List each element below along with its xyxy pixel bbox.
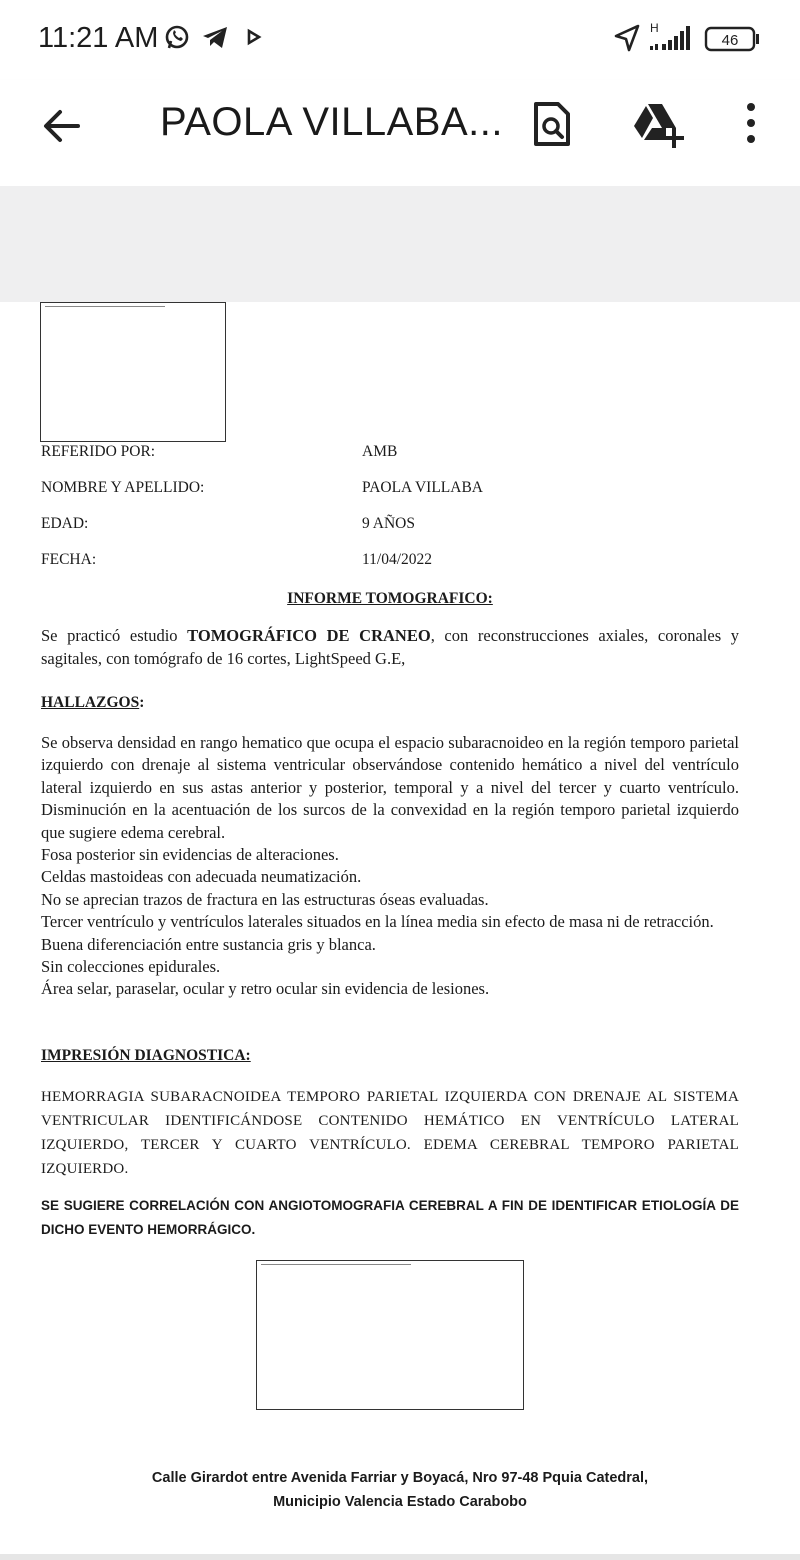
footer-address-line2: Municipio Valencia Estado Carabobo [273, 1494, 527, 1510]
field-value-referido: AMB [362, 443, 398, 460]
signal-icon [648, 20, 698, 59]
impression-text: HEMORRAGIA SUBARACNOIDEA TEMPORO PARIETAL IZQUIERDA CON DRENAJE AL SISTEMA VENTRICULAR IDENTIFICÁNDOSE CONTENIDO HEMÁTICO EN VENTRÍCULO LATERAL IZQUIERDO, TERCER Y CUARTO VENTRÍCULO. EDEMA CEREBRAL TEMPORO PARIETAL IZQUIERDO. [41, 1089, 739, 1177]
field-label-nombre: NOMBRE Y APELLIDO: [41, 479, 205, 496]
intro-text-bold: TOMOGRÁFICO DE CRANEO [187, 626, 431, 645]
document-title: PAOLA VILLABA... [160, 100, 503, 144]
intro-text-pre: Se practicó estudio [41, 626, 188, 645]
intro-paragraph [41, 625, 739, 670]
more-vert-icon [736, 98, 766, 150]
suggestion-text: SE SUGIERE CORRELACIÓN CON ANGIOTOMOGRAFIA CEREBRAL A FIN DE IDENTIFICAR ETIOLOGÍA DE DICHO EVENTO HEMORRÁGICO. [41, 1198, 739, 1237]
preview-toolbar-area [0, 186, 800, 302]
bottom-divider [0, 1554, 800, 1560]
back-arrow-icon [38, 102, 86, 150]
status-bar [0, 0, 800, 80]
findings-heading [41, 694, 144, 712]
field-value-fecha: 11/04/2022 [362, 551, 433, 568]
status-time: 11:21 AM [38, 22, 159, 54]
field-value-nombre: PAOLA VILLABA [362, 479, 484, 496]
battery-icon [704, 26, 762, 57]
search-in-document-icon [526, 98, 578, 150]
back-button[interactable] [38, 102, 86, 150]
finding-item: Se observa densidad en rango hematico que ocupa el espacio subaracnoideo en la región temporo parietal izquierdo con drenaje al sistema ventricular observándose contenido hemático a nivel del ventrículo lateral izquierdo en sus astas anterior y posterior, temporal y a nivel del tercer y cuarto ventrículo. Disminución en la acentuación de los surcos de la convexidad en la región temporo parietal izquierdo que sugiere edema cerebral. [41, 733, 739, 842]
finding-item: No se aprecian trazos de fractura en las estructuras óseas evaluadas. [41, 889, 489, 909]
network-type: H [650, 21, 659, 35]
finding-item: Celdas mastoideas con adecuada neumatización. [41, 867, 362, 887]
battery-level: 46 [721, 32, 739, 49]
whatsapp-icon [164, 22, 190, 57]
search-in-document-button[interactable] [526, 98, 578, 150]
drive-add-icon [630, 98, 688, 150]
field-label-fecha: FECHA: [41, 551, 97, 568]
findings-heading-text: HALLAZGOS [41, 694, 140, 711]
findings-list [41, 732, 739, 1001]
report-title: INFORME TOMOGRAFICO: [287, 590, 493, 607]
field-label-edad: EDAD: [41, 515, 89, 532]
footer-address-line1: Calle Girardot entre Avenida Farriar y Boyacá, Nro 97-48 Pquia Catedral, [151, 1470, 649, 1486]
finding-item: Tercer ventrículo y ventrículos laterales situados en la línea media sin efecto de masa ni de retracción. [41, 912, 714, 932]
signature-stamp-placeholder [256, 1260, 524, 1410]
document-page [0, 302, 800, 1554]
field-value-edad: 9 AÑOS [362, 515, 415, 532]
play-icon [244, 22, 264, 57]
app-bar [0, 80, 800, 186]
impression-heading: IMPRESIÓN DIAGNOSTICA: [41, 1047, 251, 1064]
findings-heading-colon: : [139, 694, 145, 711]
finding-item: Área selar, paraselar, ocular y retro ocular sin evidencia de lesiones. [41, 979, 490, 999]
logo-placeholder [40, 302, 226, 442]
finding-item: Buena diferenciación entre sustancia gris y blanca. [41, 934, 376, 954]
field-label-referido: REFERIDO POR: [41, 443, 156, 460]
add-to-drive-button[interactable] [630, 98, 688, 150]
intro-text-post: , con reconstrucciones axiales, coronales y sagitales, con tomógrafo de 16 cortes, LightSpeed G.E, [41, 626, 739, 668]
location-arrow-icon [612, 22, 642, 59]
more-options-button[interactable] [736, 98, 766, 150]
finding-item: Sin colecciones epidurales. [41, 957, 221, 977]
finding-item: Fosa posterior sin evidencias de alteraciones. [41, 845, 339, 865]
telegram-icon [200, 22, 230, 57]
